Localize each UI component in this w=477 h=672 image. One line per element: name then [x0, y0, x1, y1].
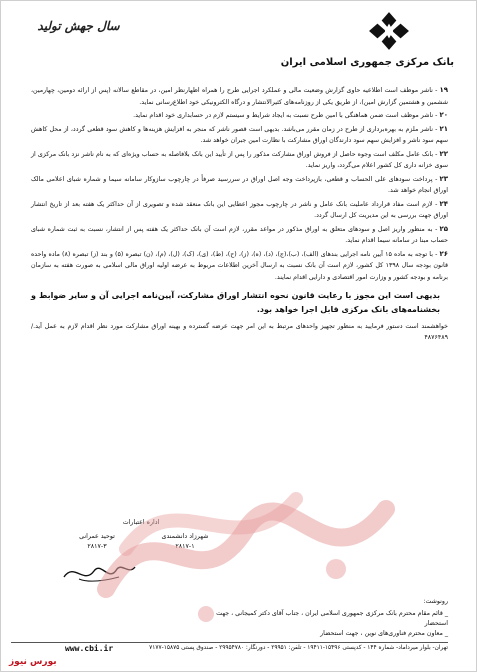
- cc-label: رونوشت:: [423, 598, 448, 605]
- emphasis-note: بدیهی است این مجوز با رعایت قانون نحوه انتشار اوراق مشارکت، آیین‌نامه اجرایی آن و سایر ضوابط و بخشنامه‌های بانک مرکزی قابل اجرا خواهد بود.: [31, 291, 440, 314]
- year-motto: سال جهش تولید: [37, 19, 120, 33]
- clause-item: ۲۰- ناشر موظف است ضمن هماهنگی با امین طرح نسبت به ایجاد شرایط و سیستم لازم در حسابداری خود اقدام نماید.: [133, 111, 448, 119]
- signatory-code: ۲۸۱۷-۳: [87, 543, 107, 550]
- handwritten-signature: [59, 557, 139, 587]
- bank-emblem-icon: [368, 11, 410, 51]
- signatory-code: ۲۸۱۷-۱: [175, 543, 195, 550]
- clause-text: ناشر موظف است اطلاعیه حاوی گزارش وضعیت مالی و عملکرد اجرایی طرح را همراه اظهارنظر امین، در مقاطع سالانه (پس از ارائه دومین، چهارمین، ششمین و هشتمین گزارش امین)، از طریق یکی از روزنامه‌های کثیرالانتشار و درگاه الکترونیکی خود اطلاع‌رسانی نماید.: [31, 87, 448, 106]
- footer-address: تهران- بلوار میرداماد- شماره ۱۴۴ - کدپستی ۱۵۴۹۶-۱۹۴۱۱ - تلفن: ۲۹۹۵۱ - دورنگار: ۲۹۹۵۴۷۸۰ - صندوق پستی ۱۵۸۷۵-۷۱۷۷: [149, 645, 448, 651]
- clause-text: به منظور واریز اصل و سودهای متعلق به اوراق مذکور در مواعد مقرر، لازم است آن بانک حداکثر یک هفته پس از انتشار، نسبت به ثبت شماره شبای حساب مبنا در سامانه سیما اقدام نماید.: [31, 225, 448, 244]
- clause-item: ۲۴- لازم است مفاد قرارداد عاملیت بانک عامل و ناشر در چارچوب مجوز اعطایی این بانک منعقد شده و تصویری از آن حداکثر یک هفته بعد از تاریخ انتشار اوراق جهت بررسی به این مدیریت کل ارسال گردد.: [31, 199, 448, 219]
- clause-text: لازم است مفاد قرارداد عاملیت بانک عامل و ناشر در چارچوب مجوز اعطایی این بانک منعقد شده و تصویری از آن حداکثر یک هفته بعد از تاریخ انتشار اوراق جهت بررسی به این مدیریت کل ارسال گردد.: [31, 200, 448, 219]
- clause-number: ۲۵: [439, 224, 448, 233]
- clause-number: ۲۱: [439, 124, 448, 133]
- bank-header: [280, 11, 454, 68]
- clause-item: ۲۳- پرداخت سودهای علی الحساب و قطعی، بازپرداخت وجه اصل اوراق در سررسید صرفاً در چارچوب سازوکار سامانه سیما و شماره شبای اعلامی مالک اوراق انجام خواهد شد.: [31, 174, 448, 194]
- signature-row: [61, 532, 221, 552]
- clause-item: ۲۵- به منظور واریز اصل و سودهای متعلق به اوراق مذکور در مواعد مقرر، لازم است آن بانک حداکثر یک هفته پس از انتشار، نسبت به ثبت شماره شبای حساب مبنا در سامانه سیما اقدام نماید.: [31, 224, 448, 244]
- clause-item: ۲۲- بانک عامل مکلف است وجوه حاصل از فروش اوراق مشارکت مذکور را پس از تأیید این بانک بلافاصله به حساب ویژه‌ای که به نام ناشر نزد بانک مرکزی از سوی خزانه داری کل کشور اعلام می‌گردد، واریز نماید.: [31, 149, 448, 169]
- clause-text: ناشر ملزم به بهره‌برداری از طرح در زمان مقرر می‌باشد. بدیهی است قصور ناشر که منجر به افزایش هزینه‌ها و کاهش سود قطعی گردد، از محل کاهش سهم سود ناشر و افزایش سهم سود دارندگان اوراق مشارکت با نظارت امین جبران خواهد شد.: [31, 125, 448, 144]
- clause-item: ۲۶- با توجه به ماده ۱۵ آیین نامه اجرایی بندهای (الف)، (ب)،(ج)، (د)، (ه)، (ز)، (ح)، (ط)، (ی)، (ک)، (ل)، (م)، (ن) تبصره (۵) و بند (ز) تبصره (۸) ماده واحده قانون بودجه سال ۱۳۹۸ کل کشور، لازم است آن بانک نسبت به ارسال آخرین اطلاعات مربوط به عرضه اولیه اوراق مالی اسلامی به صورت هفته به سازمان برنامه و بودجه کشور و وزارت امور اقتصادی و دارایی اقدام نمایند.: [31, 249, 448, 281]
- footer-website[interactable]: www.cbi.ir: [65, 644, 114, 653]
- signature-department: اداره اعتبارات: [122, 519, 160, 526]
- brand-logo: بورس نیوز: [9, 657, 57, 667]
- cc-line: _ قائم مقام محترم بانک مرکزی جمهوری اسلامی ایران ، جناب آقای دکتر کمیجانی ، جهت استحضار: [216, 610, 448, 627]
- clause-text: پرداخت سودهای علی الحساب و قطعی، بازپرداخت وجه اصل اوراق در سررسید صرفاً در چارچوب سازوکار سامانه سیما و شماره شبای اعلامی مالک اوراق انجام خواهد شد.: [31, 175, 448, 194]
- clause-item: ۲۱- ناشر ملزم به بهره‌برداری از طرح در زمان مقرر می‌باشد. بدیهی است قصور ناشر که منجر به افزایش هزینه‌ها و کاهش سود قطعی گردد، از محل کاهش سهم سود ناشر و افزایش سهم سود دارندگان اوراق مشارکت با نظارت امین جبران خواهد شد.: [31, 124, 448, 144]
- closing-paragraph: خواهشمند است دستور فرمایید به منظور تجهیز واحدهای مرتبط به این امر جهت عرضه گسترده و بهینه اوراق مشارکت مورد نظر اقدام لازم به عمل آید./۴۸۷۶۴۸۹: [31, 323, 448, 341]
- clause-text: بانک عامل مکلف است وجوه حاصل از فروش اوراق مشارکت مذکور را پس از تأیید این بانک بلافاصله به حساب ویژه‌ای که به نام ناشر نزد بانک مرکزی از سوی خزانه داری کل کشور اعلام می‌گردد، واریز نماید.: [31, 150, 448, 169]
- document-body: [31, 85, 448, 349]
- bank-name: بانک مرکزی جمهوری اسلامی ایران: [280, 57, 454, 68]
- clause-text: با توجه به ماده ۱۵ آیین نامه اجرایی بندهای (الف)، (ب)،(ج)، (د)، (ه)، (ز)، (ح)، (ط)، (ی)، (ک)، (ل)، (م)، (ن) تبصره (۵) و بند (ز) تبصره (۸) ماده واحده قانون بودجه سال ۱۳۹۸ کل کشور، لازم است آن بانک نسبت به ارسال آخرین اطلاعات مربوط به عرضه اولیه اوراق مالی اسلامی به صورت هفته به سازمان برنامه و بودجه کشور و وزارت امور اقتصادی و دارایی اقدام نمایند.: [31, 250, 448, 281]
- signature-block: [61, 519, 221, 552]
- clause-number: ۲۰: [439, 111, 448, 119]
- clause-text: ناشر موظف است ضمن هماهنگی با امین طرح نسبت به ایجاد شرایط و سیستم لازم در حسابداری خود اقدام نماید.: [133, 112, 434, 119]
- clause-number: ۲۲: [439, 149, 448, 158]
- signatory-name: توحید عمرانی: [79, 533, 115, 540]
- clause-number: ۲۳: [439, 174, 448, 183]
- signatory-right: [149, 532, 221, 552]
- cc-line: _ معاون محترم فناوری‌های نوین ، جهت استحضار: [320, 630, 448, 637]
- signatory-left: [61, 532, 133, 552]
- signatory-name: شهرزاد دانشمندی: [161, 533, 209, 540]
- clause-item: ۱۹- ناشر موظف است اطلاعیه حاوی گزارش وضعیت مالی و عملکرد اجرایی طرح را همراه اظهارنظر امین، در مقاطع سالانه (پس از ارائه دومین، چهارمین، ششمین و هشتمین گزارش امین)، از طریق یکی از روزنامه‌های کثیرالانتشار و درگاه الکترونیکی خود اطلاع‌رسانی نماید.: [31, 86, 448, 106]
- cc-block: [208, 597, 448, 639]
- clause-number: ۱۹: [439, 86, 448, 94]
- clause-number: ۲۶: [439, 249, 448, 258]
- clause-number: ۲۴: [439, 199, 448, 208]
